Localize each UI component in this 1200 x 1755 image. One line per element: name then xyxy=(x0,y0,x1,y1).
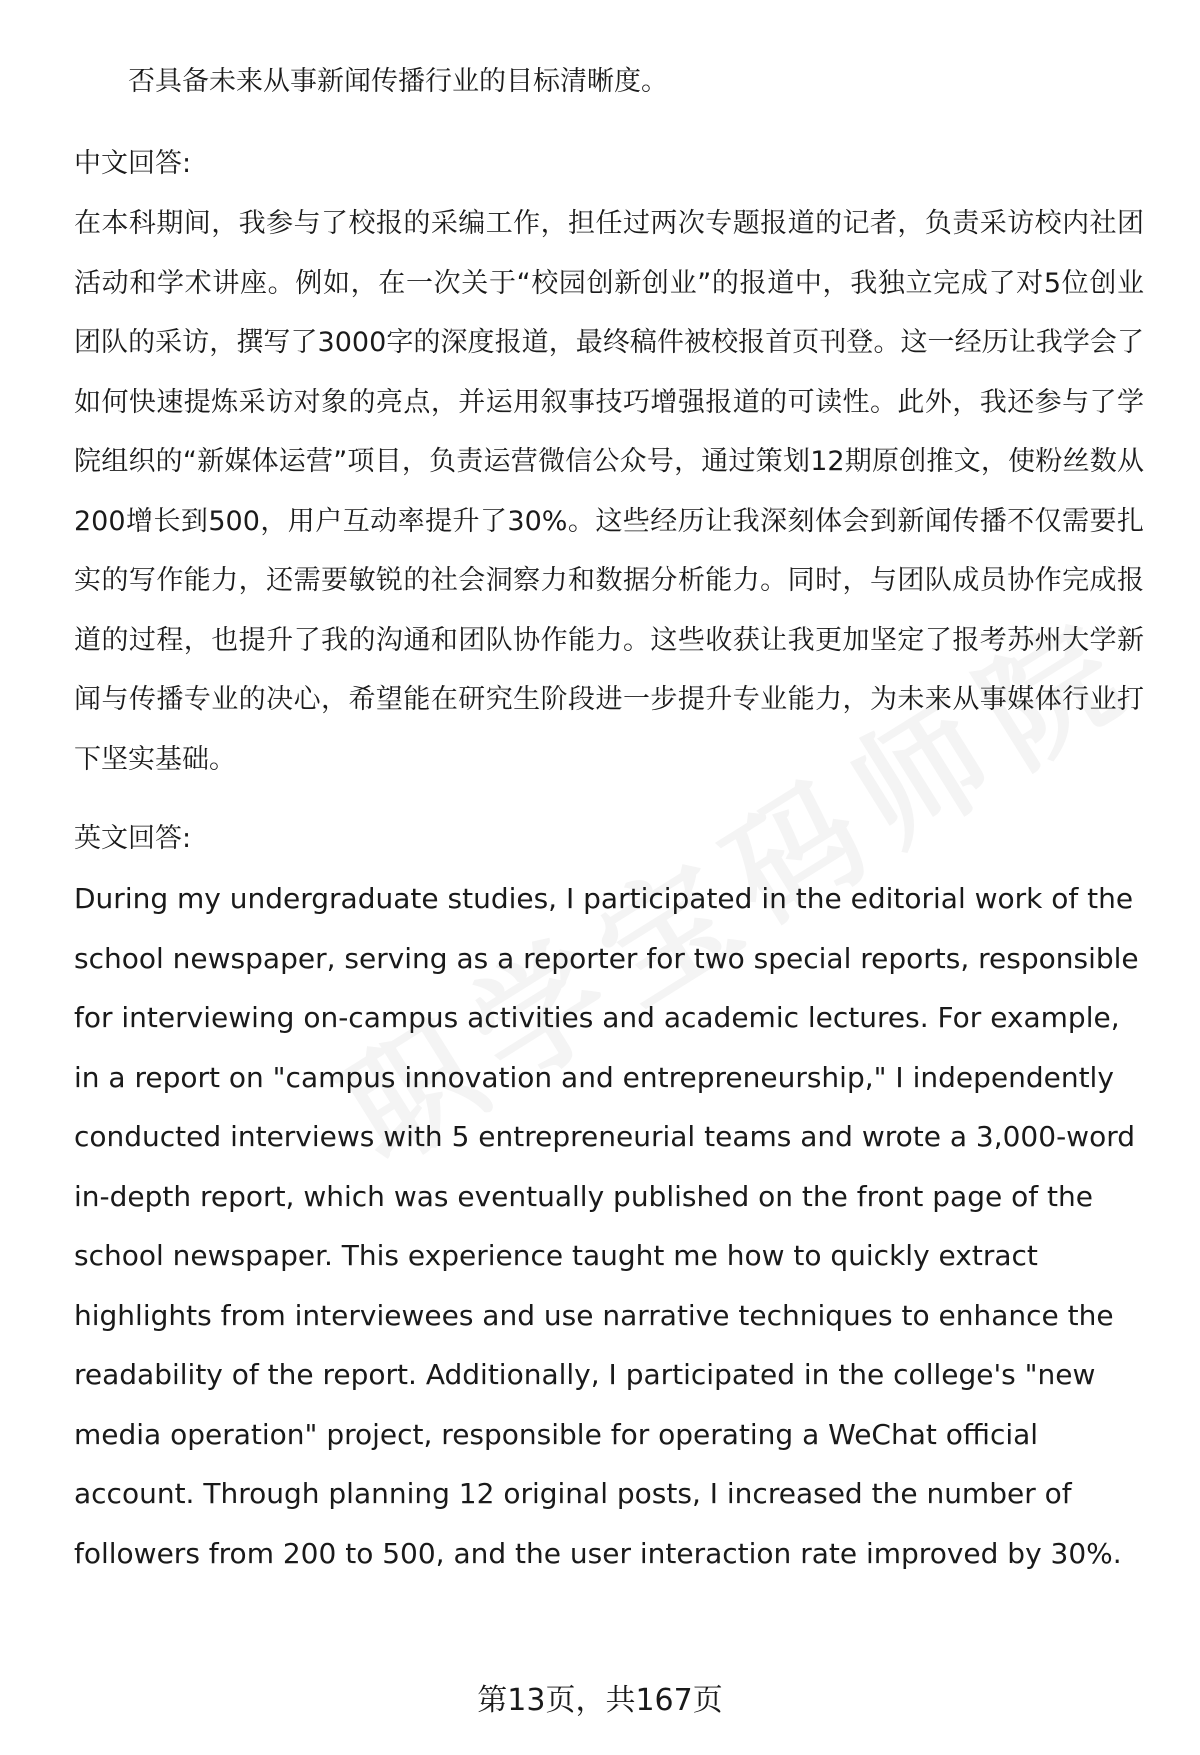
page-indicator: 第13页，共167页 xyxy=(477,1683,723,1718)
chinese-answer-text: 在本科期间，我参与了校报的采编工作，担任过两次专题报道的记者，负责采访校内社团活动和学术讲座。例如，在一次关于“校园创新创业”的报道中，我独立完成了对5位创业团队的采访，撰写了3000字的深度报道，最终稿件被校报首页刊登。这一经历让我学会了如何快速提炼采访对象的亮点，并运用叙事技巧增强报道的可读性。此外，我还参与了学院组织的“新媒体运营”项目，负责运营微信公众号，通过策划12期原创推文，使粉丝数从200增长到500，用户互动率提升了30%。这些经历让我深刻体会到新闻传播不仅需要扎实的写作能力，还需要敏锐的社会洞察力和数据分析能力。同时，与团队成员协作完成报道的过程，也提升了我的沟通和团队协作能力。这些收获让我更加坚定了报考苏州大学新闻与传播专业的决心，希望能在研究生阶段进一步提升专业能力，为未来从事媒体行业打下坚实基础。 xyxy=(74,208,1144,775)
english-answer-label: 英文回答: xyxy=(74,823,192,854)
chinese-answer-label: 中文回答: xyxy=(74,148,192,179)
english-answer-text: During my undergraduate studies, I participated in the editorial work of the school newspaper, serving as a reporter for two special reports, responsible for interviewing on-campus activities and academic lectures. For example, in a report on "campus innovation and entrepreneurship," I independently conducted interviews with 5 entrepreneurial teams and wrote a 3,000-word in-depth report, which was eventually published on the front page of the school newspaper. This experience taught me how to quickly extract highlights from interviewees and use narrative techniques to enhance the readability of the report. Additionally, I participated in the college's "new media operation" project, responsible for operating a WeChat official account. Through planning 12 original posts, I increased the number of followers from 200 to 500, and the user interaction rate improved by 30%. xyxy=(74,882,1139,1570)
intro-line: 否具备未来从事新闻传播行业的目标清晰度。 xyxy=(128,66,668,97)
page-content xyxy=(74,52,1144,1583)
